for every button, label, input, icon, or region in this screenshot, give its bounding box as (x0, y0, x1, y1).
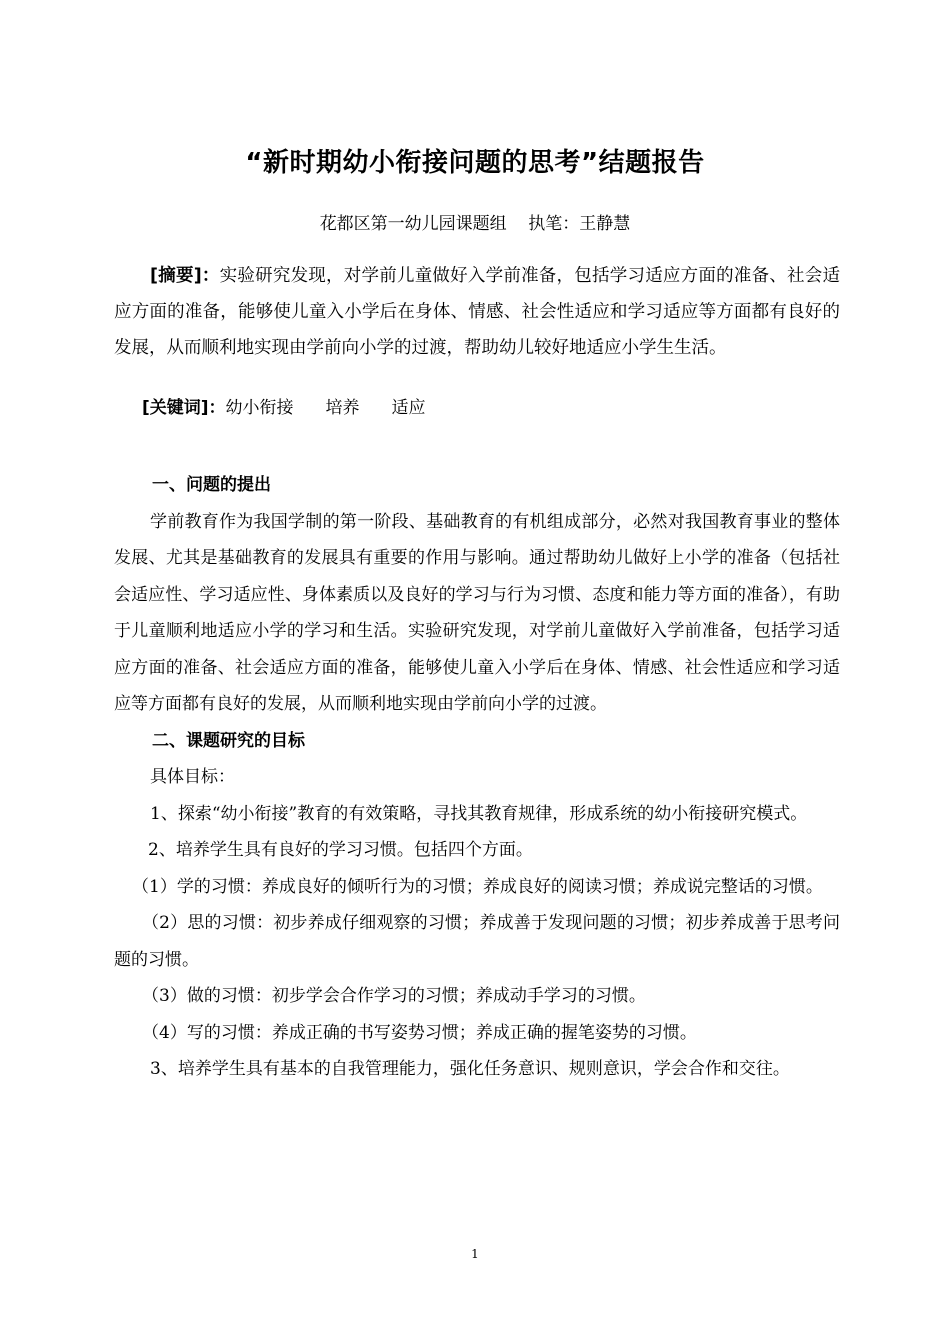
keyword-item: 适应 (391, 398, 426, 418)
habit-item: （4）写的习惯：养成正确的书写姿势习惯；养成正确的握笔姿势的习惯。 (142, 1022, 697, 1043)
goal-item: 2、培养学生具有良好的学习习惯。包括四个方面。 (148, 840, 533, 860)
keyword-item: 幼小衔接 (225, 398, 294, 418)
section-heading: 二、课题研究的目标 (152, 730, 305, 751)
keywords (142, 394, 842, 422)
goal-item: 1、探索“幼小衔接”教育的有效策略，寻找其教育规律，形成系统的幼小衔接研究模式。 (150, 803, 808, 824)
abstract-label: [摘要]： (150, 266, 220, 286)
body-paragraph: 学前教育作为我国学制的第一阶段、基础教育的有机组成部分，必然对我国教育事业的整体发展、尤其是基础教育的发展具有重要的作用与影响。通过帮助幼儿做好上小学的准备（包括社会适应性、学习适应性、身体素质以及良好的学习与行为习惯、态度和能力等方面的准备），有助于儿童顺利地适应小学的学习和生活。实验研究发现，对学前儿童做好入学前准备，包括学习适应方面的准备、社会适应方面的准备，能够使儿童入小学后在身体、情感、社会性适应和学习适应等方面都有良好的发展，从而顺利地实现由学前向小学的过渡。 (114, 511, 840, 714)
habit-item: （2）思的习惯：初步养成仔细观察的习惯；养成善于发现问题的习惯；初步养成善于思考问题的习惯。 (114, 913, 840, 970)
habit-item: （3）做的习惯：初步学会合作学习的习惯；养成动手学习的习惯。 (142, 986, 646, 1006)
body-content (114, 467, 840, 1088)
abstract (114, 258, 840, 366)
habit-item: （1）学的习惯：养成良好的倾听行为的习惯；养成良好的阅读习惯；养成说完整话的习惯。 (132, 876, 823, 897)
author-byline: 花都区第一幼儿园课题组 执笔：王静慧 (319, 214, 631, 234)
report-title: “新时期幼小衔接问题的思考”结题报告 (245, 148, 705, 178)
section-heading: 一、问题的提出 (152, 475, 271, 495)
abstract-text: 实验研究发现，对学前儿童做好入学前准备，包括学习适应方面的准备、社会适应方面的准备，能够使儿童入小学后在身体、情感、社会性适应和学习适应等方面都有良好的发展，从而顺利地实现由学前向小学的过渡，帮助幼儿较好地适应小学生生活。 (114, 266, 840, 358)
keyword-item: 培养 (325, 398, 360, 418)
keywords-label: [关键词]： (142, 398, 226, 418)
body-paragraph: 具体目标： (150, 767, 235, 787)
goal-item: 3、培养学生具有基本的自我管理能力，强化任务意识、规则意识，学会合作和交往。 (150, 1059, 790, 1079)
page-number: 1 (471, 1247, 479, 1261)
